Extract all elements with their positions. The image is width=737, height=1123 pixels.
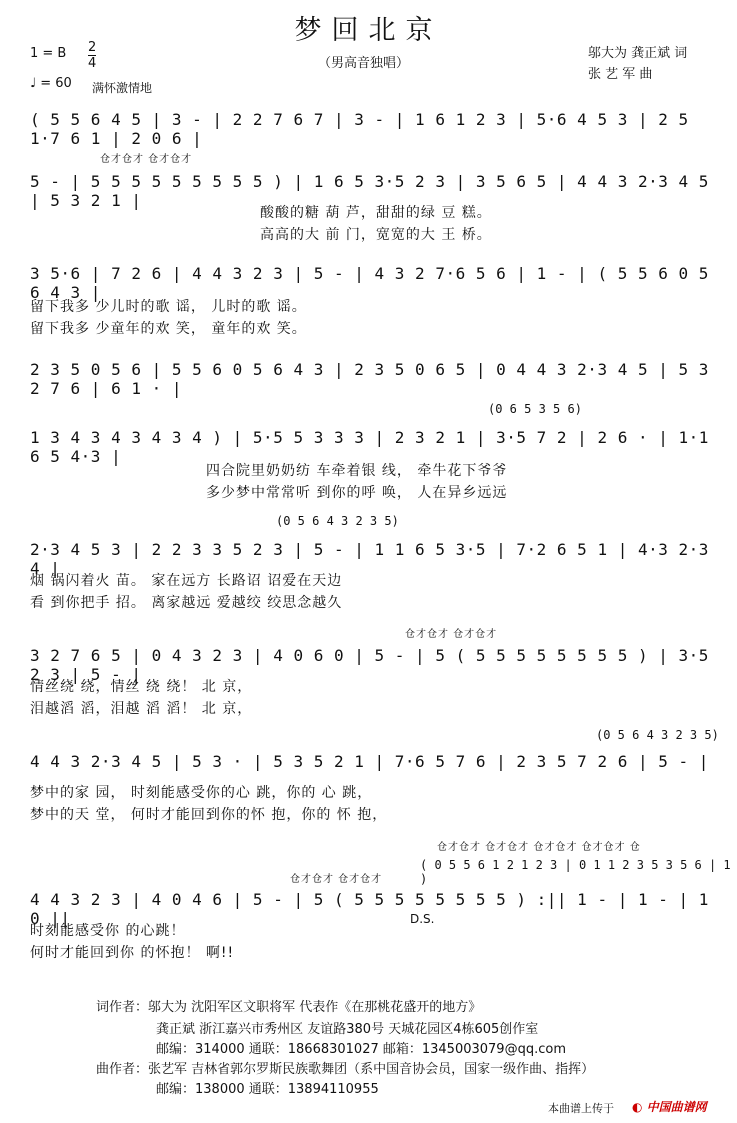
lyric-line-8-verse-2: 梦中的天 堂， 何时才能回到你的怀 抱，你的 怀 抱， (30, 807, 388, 823)
lyric-line-5-verse-1: 四合院里奶奶纺 车牵着银 线， 牵牛花下爷爷 (206, 463, 508, 479)
lyricist-credit: 邬大为 龚正斌 词 (588, 46, 688, 61)
lyric-line-7-verse-1: 情丝绕 绕，情丝 绕 绕！ 北 京， (30, 679, 253, 695)
annotation-line-8: (0 5 6 4 3 2 3 5) (596, 728, 719, 742)
lyric-line-7-verse-2: 泪越滔 滔，泪越 滔 滔！ 北 京， (30, 701, 253, 717)
lyric-line-2-verse-2: 高高的大 前 门，宽宽的大 王 桥。 (260, 227, 492, 243)
site-name: 中国曲谱网 (646, 1100, 707, 1114)
score-line-6: 2·3 4 5 3 | 2 2 3 3 5 2 3 | 5 - | 1 1 6 5 3·5 | 7·2 6 5 1 | 4·3 2·3 4 | (30, 540, 709, 578)
logo-icon: ◐ (632, 1100, 643, 1114)
song-title: 梦回北京 (294, 15, 443, 46)
percussion-line-9: 仓才仓才 仓才仓才 (290, 874, 383, 885)
lyric-line-5-verse-2: 多少梦中常常听 到你的呼 唤， 人在异乡远远 (206, 485, 508, 501)
footer-composer: 曲作者：张艺军 吉林省郭尔罗斯民族歌舞团（系中国音协会员，国家一级作曲、指挥） (96, 1062, 595, 1077)
tempo-marking: ♩ = 60 (30, 76, 72, 91)
time-sig-top: 2 (88, 40, 97, 55)
composer-credit: 张 艺 军 曲 (588, 67, 653, 82)
site-logo (632, 1098, 707, 1115)
score-line-4: 2 3 5 0 5 6 | 5 5 6 0 5 6 4 3 | 2 3 5 0 6 5 | 0 4 4 3 2·3 4 5 | 5 3 2 7 6 | 6 1 · | (30, 360, 709, 398)
score-line-8: 4 4 3 2·3 4 5 | 5 3 · | 5 3 5 2 1 | 7·6 5 7 6 | 2 3 5 7 2 6 | 5 - | (30, 752, 709, 771)
percussion-line-2: 仓才仓才 仓才仓才 (100, 154, 193, 165)
lyric-line-9-verse-2: 何时才能回到你 的怀抱！ 啊!! (30, 945, 235, 961)
time-sig-bottom: 4 (88, 56, 97, 71)
score-line-3: 3 5·6 | 7 2 6 | 4 4 3 2 3 | 5 - | 4 3 2 7·6 5 6 | 1 - | ( 5 5 6 0 5 6 4 3 | (30, 264, 709, 302)
lyric-line-9-verse-1: 时刻能感受你 的心跳！ (30, 923, 186, 939)
footer-lyricist-1: 词作者：邬大为 沈阳军区文职将军 代表作《在那桃花盛开的地方》 (96, 1000, 482, 1015)
annotation-line-5: (0 6 5 3 5 6) (488, 402, 582, 416)
upload-note: 本曲谱上传于 (548, 1102, 614, 1115)
time-signature (88, 40, 96, 71)
score-line-9: 4 4 3 2 3 | 4 0 4 6 | 5 - | 5 ( 5 5 5 5 5 5 5 5 ) :|| 1 - | 1 - | 1 0 || (30, 890, 709, 928)
score-line-7: 3 2 7 6 5 | 0 4 3 2 3 | 4 0 6 0 | 5 - | 5 ( 5 5 5 5 5 5 5 5 ) | 3·5 2 3 | 5 - | (30, 646, 709, 684)
lyric-line-3-verse-2: 留下我多 少童年的欢 笑， 童年的欢 笑。 (30, 321, 307, 337)
footer-composer-contact: 邮编：138000 通联：13894110955 (156, 1082, 379, 1097)
lyric-line-6-verse-1: 烟 锅闪着火 苗。 家在远方 长路诏 诏爱在天边 (30, 573, 343, 589)
coda-notes: ( 0 5 5 6 1 2 1 2 3 | 0 1 1 2 3 5 3 5 6 | 1 ) (420, 858, 731, 886)
score-line-2: 5 - | 5 5 5 5 5 5 5 5 5 ) | 1 6 5 3·5 2 3 | 3 5 6 5 | 4 4 3 2·3 4 5 | 5 3 2 1 | (30, 172, 709, 210)
footer-lyricist-2: 龚正斌 浙江嘉兴市秀州区 友谊路380号 天城花园区4栋605创作室 (156, 1022, 539, 1037)
score-line-5: 1 3 4 3 4 3 4 3 4 ) | 5·5 5 3 3 3 | 2 3 2 1 | 3·5 7 2 | 2 6 · | 1·1 6 5 4·3 | (30, 428, 709, 466)
score-line-1: ( 5 5 6 4 5 | 3 - | 2 2 7 6 7 | 3 - | 1 6 1 2 3 | 5·6 4 5 3 | 2 5 1·7 6 1 | 2 0 6 | (30, 110, 689, 148)
voice-type: （男高音独唱） (318, 56, 410, 71)
annotation-line-6: (0 5 6 4 3 2 3 5) (276, 514, 399, 528)
coda-percussion: 仓才仓才 仓才仓才 仓才仓才 仓才仓才 仓 (437, 842, 641, 853)
dal-segno-mark: D.S. (410, 912, 435, 926)
lyric-line-8-verse-1: 梦中的家 园， 时刻能感受你的心 跳，你的 心 跳， (30, 785, 373, 801)
lyric-line-2-verse-1: 酸酸的糖 葫 芦，甜甜的绿 豆 糕。 (260, 205, 492, 221)
lyric-line-6-verse-2: 看 到你把手 招。 离家越远 爱越绞 绞思念越久 (30, 595, 343, 611)
expression-marking: 满怀激情地 (92, 81, 153, 95)
lyric-line-3-verse-1: 留下我多 少儿时的歌 谣， 儿时的歌 谣。 (30, 299, 307, 315)
key-signature: 1 = B (30, 46, 67, 61)
percussion-line-7: 仓才仓才 仓才仓才 (405, 629, 498, 640)
footer-lyricist-contact: 邮编：314000 通联：18668301027 邮箱：1345003079@qq.com (156, 1042, 566, 1057)
